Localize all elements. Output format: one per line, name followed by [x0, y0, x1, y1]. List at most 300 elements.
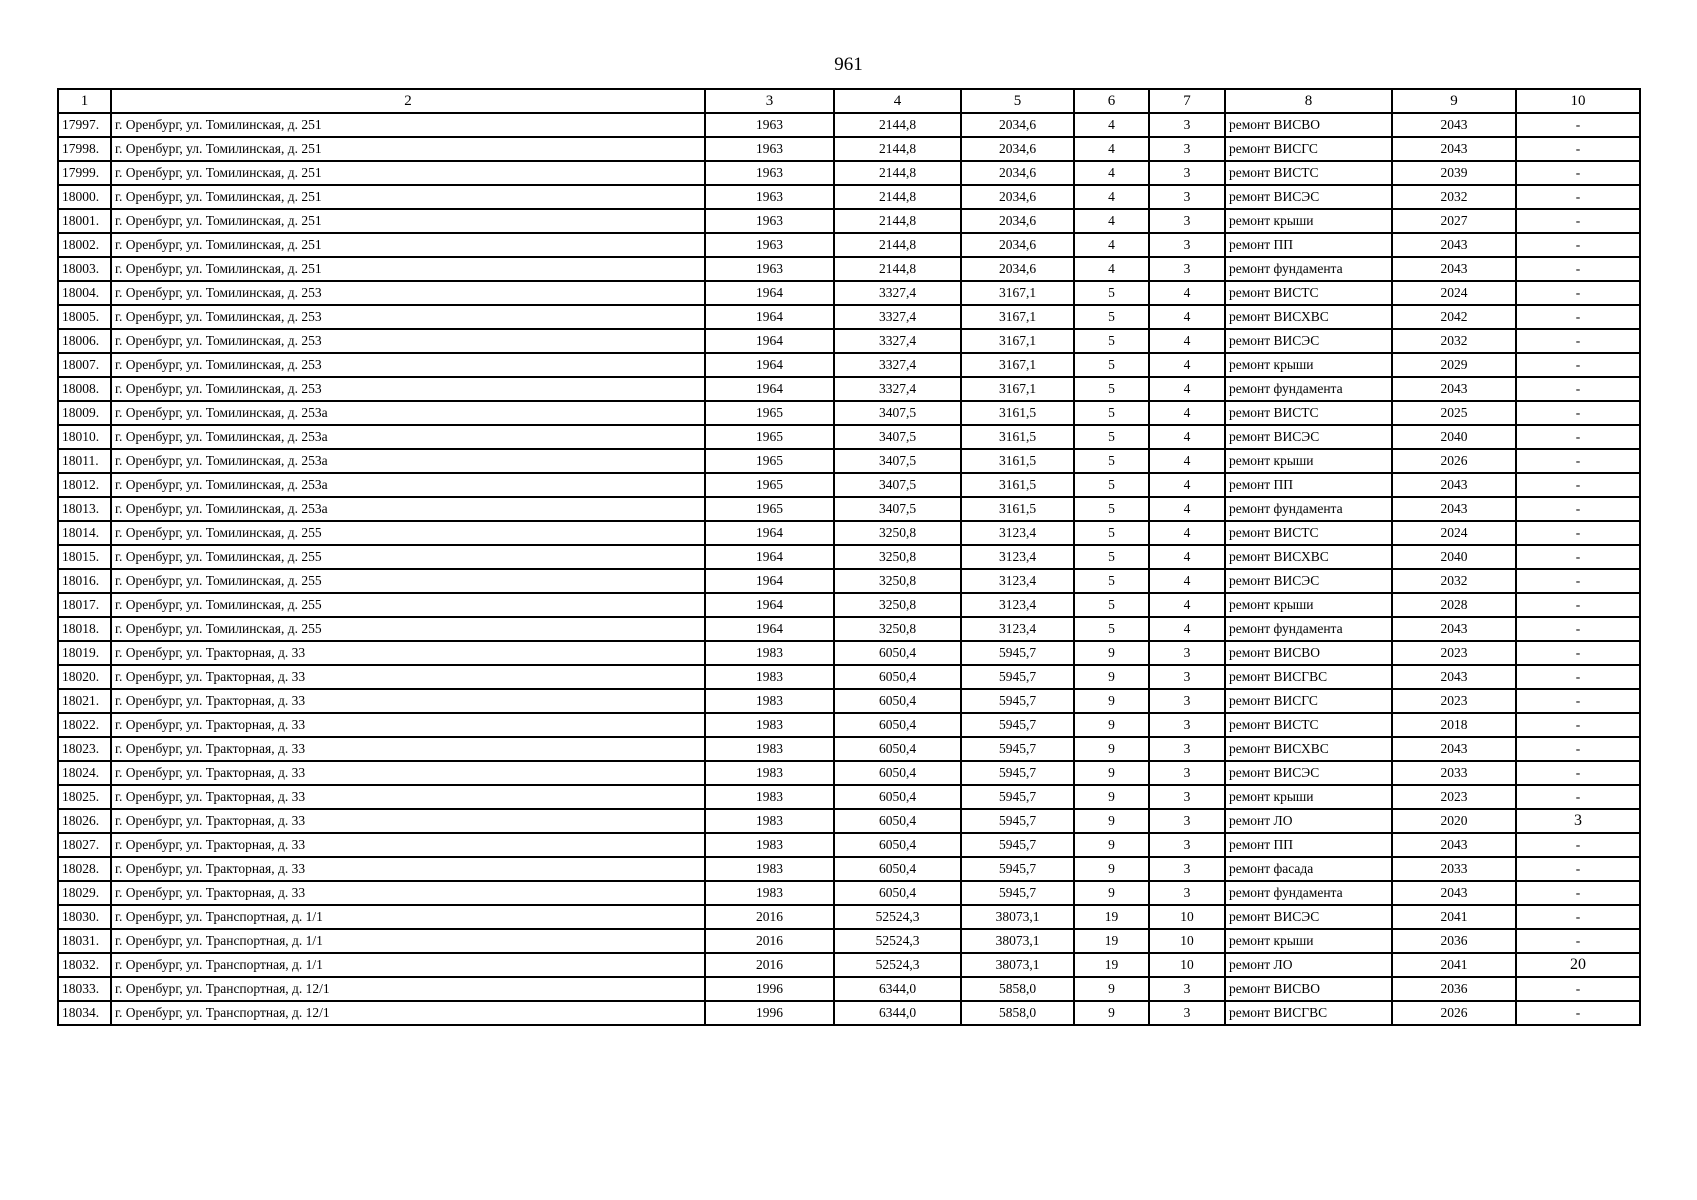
cell-row-number: 18009. [58, 401, 111, 425]
cell-living-area: 5945,7 [961, 713, 1074, 737]
cell-row-number: 18034. [58, 1001, 111, 1025]
column-header-4: 4 [834, 89, 961, 113]
cell-extra-value: - [1516, 665, 1640, 689]
cell-floors: 9 [1074, 977, 1149, 1001]
cell-planned-year: 2033 [1392, 857, 1516, 881]
cell-build-year: 1963 [705, 113, 834, 137]
cell-total-area: 3407,5 [834, 401, 961, 425]
cell-entrances: 3 [1149, 185, 1225, 209]
cell-row-number: 18003. [58, 257, 111, 281]
cell-entrances: 3 [1149, 857, 1225, 881]
cell-floors: 5 [1074, 497, 1149, 521]
cell-living-area: 5945,7 [961, 785, 1074, 809]
cell-row-number: 18029. [58, 881, 111, 905]
cell-build-year: 1965 [705, 473, 834, 497]
cell-total-area: 3407,5 [834, 425, 961, 449]
cell-build-year: 1983 [705, 737, 834, 761]
cell-planned-year: 2043 [1392, 737, 1516, 761]
cell-entrances: 4 [1149, 497, 1225, 521]
cell-entrances: 4 [1149, 377, 1225, 401]
cell-total-area: 3250,8 [834, 617, 961, 641]
cell-planned-year: 2036 [1392, 977, 1516, 1001]
cell-floors: 4 [1074, 161, 1149, 185]
table-row [58, 713, 1640, 737]
cell-living-area: 3123,4 [961, 521, 1074, 545]
table-row [58, 833, 1640, 857]
cell-planned-year: 2020 [1392, 809, 1516, 833]
cell-living-area: 3161,5 [961, 497, 1074, 521]
cell-floors: 5 [1074, 569, 1149, 593]
cell-entrances: 3 [1149, 689, 1225, 713]
cell-row-number: 18010. [58, 425, 111, 449]
cell-extra-value: - [1516, 833, 1640, 857]
table-row [58, 281, 1640, 305]
cell-planned-year: 2036 [1392, 929, 1516, 953]
cell-floors: 5 [1074, 305, 1149, 329]
table-row [58, 473, 1640, 497]
cell-row-number: 18012. [58, 473, 111, 497]
cell-build-year: 1996 [705, 1001, 834, 1025]
cell-floors: 5 [1074, 449, 1149, 473]
cell-build-year: 1963 [705, 257, 834, 281]
cell-entrances: 3 [1149, 137, 1225, 161]
cell-planned-year: 2032 [1392, 185, 1516, 209]
cell-planned-year: 2018 [1392, 713, 1516, 737]
cell-row-number: 18001. [58, 209, 111, 233]
cell-total-area: 6050,4 [834, 761, 961, 785]
table-row [58, 521, 1640, 545]
cell-extra-value: - [1516, 1001, 1640, 1025]
table-row [58, 497, 1640, 521]
cell-repair-type: ремонт фундамента [1225, 257, 1392, 281]
cell-total-area: 3327,4 [834, 281, 961, 305]
cell-repair-type: ремонт ЛО [1225, 953, 1392, 977]
cell-planned-year: 2023 [1392, 641, 1516, 665]
table-row [58, 185, 1640, 209]
cell-address: г. Оренбург, ул. Томилинская, д. 251 [111, 113, 705, 137]
cell-row-number: 17997. [58, 113, 111, 137]
cell-entrances: 4 [1149, 401, 1225, 425]
cell-floors: 9 [1074, 665, 1149, 689]
cell-total-area: 6050,4 [834, 665, 961, 689]
cell-extra-value: - [1516, 137, 1640, 161]
cell-total-area: 3250,8 [834, 569, 961, 593]
cell-build-year: 1983 [705, 665, 834, 689]
cell-planned-year: 2043 [1392, 137, 1516, 161]
cell-row-number: 18020. [58, 665, 111, 689]
cell-floors: 5 [1074, 425, 1149, 449]
cell-build-year: 1996 [705, 977, 834, 1001]
cell-address: г. Оренбург, ул. Томилинская, д. 255 [111, 521, 705, 545]
column-header-9: 9 [1392, 89, 1516, 113]
cell-repair-type: ремонт ВИСХВС [1225, 545, 1392, 569]
cell-living-area: 3123,4 [961, 617, 1074, 641]
cell-extra-value: - [1516, 377, 1640, 401]
cell-row-number: 18002. [58, 233, 111, 257]
cell-row-number: 18024. [58, 761, 111, 785]
cell-repair-type: ремонт ВИСГС [1225, 137, 1392, 161]
cell-repair-type: ремонт ПП [1225, 233, 1392, 257]
table-row [58, 377, 1640, 401]
cell-extra-value: - [1516, 425, 1640, 449]
cell-repair-type: ремонт ВИСХВС [1225, 305, 1392, 329]
cell-repair-type: ремонт ВИСТС [1225, 521, 1392, 545]
cell-repair-type: ремонт ВИСЭС [1225, 425, 1392, 449]
cell-extra-value: - [1516, 545, 1640, 569]
cell-build-year: 1965 [705, 425, 834, 449]
cell-row-number: 18006. [58, 329, 111, 353]
cell-total-area: 2144,8 [834, 209, 961, 233]
cell-living-area: 3161,5 [961, 401, 1074, 425]
table-row [58, 329, 1640, 353]
cell-build-year: 1964 [705, 305, 834, 329]
table-row [58, 665, 1640, 689]
cell-row-number: 18023. [58, 737, 111, 761]
cell-build-year: 2016 [705, 905, 834, 929]
cell-build-year: 2016 [705, 929, 834, 953]
cell-entrances: 3 [1149, 977, 1225, 1001]
cell-total-area: 6050,4 [834, 713, 961, 737]
cell-total-area: 3407,5 [834, 473, 961, 497]
cell-total-area: 6344,0 [834, 1001, 961, 1025]
table-row [58, 953, 1640, 977]
cell-living-area: 5858,0 [961, 977, 1074, 1001]
cell-total-area: 2144,8 [834, 233, 961, 257]
cell-floors: 9 [1074, 761, 1149, 785]
cell-address: г. Оренбург, ул. Томилинская, д. 251 [111, 161, 705, 185]
cell-total-area: 3327,4 [834, 353, 961, 377]
cell-living-area: 5945,7 [961, 665, 1074, 689]
cell-planned-year: 2033 [1392, 761, 1516, 785]
cell-living-area: 3167,1 [961, 305, 1074, 329]
cell-total-area: 3407,5 [834, 497, 961, 521]
table-row [58, 809, 1640, 833]
cell-floors: 5 [1074, 593, 1149, 617]
cell-build-year: 1963 [705, 137, 834, 161]
cell-floors: 5 [1074, 545, 1149, 569]
cell-floors: 5 [1074, 521, 1149, 545]
cell-build-year: 1964 [705, 521, 834, 545]
cell-address: г. Оренбург, ул. Томилинская, д. 253 [111, 281, 705, 305]
cell-row-number: 18031. [58, 929, 111, 953]
cell-row-number: 18011. [58, 449, 111, 473]
cell-extra-value: - [1516, 977, 1640, 1001]
cell-extra-value: - [1516, 713, 1640, 737]
cell-build-year: 1963 [705, 233, 834, 257]
cell-extra-value: 20 [1516, 953, 1640, 977]
cell-address: г. Оренбург, ул. Томилинская, д. 253 [111, 329, 705, 353]
cell-row-number: 18004. [58, 281, 111, 305]
cell-repair-type: ремонт ПП [1225, 473, 1392, 497]
cell-address: г. Оренбург, ул. Тракторная, д. 33 [111, 665, 705, 689]
cell-living-area: 3167,1 [961, 281, 1074, 305]
cell-extra-value: - [1516, 401, 1640, 425]
cell-entrances: 3 [1149, 833, 1225, 857]
cell-repair-type: ремонт ВИСВО [1225, 113, 1392, 137]
cell-repair-type: ремонт ВИСГВС [1225, 665, 1392, 689]
table-row [58, 449, 1640, 473]
table-row [58, 761, 1640, 785]
cell-address: г. Оренбург, ул. Томилинская, д. 255 [111, 593, 705, 617]
cell-living-area: 2034,6 [961, 233, 1074, 257]
cell-repair-type: ремонт фундамента [1225, 617, 1392, 641]
cell-build-year: 1964 [705, 329, 834, 353]
cell-row-number: 18018. [58, 617, 111, 641]
column-header-5: 5 [961, 89, 1074, 113]
cell-address: г. Оренбург, ул. Томилинская, д. 253 [111, 353, 705, 377]
cell-address: г. Оренбург, ул. Транспортная, д. 1/1 [111, 905, 705, 929]
table-row [58, 737, 1640, 761]
cell-address: г. Оренбург, ул. Тракторная, д. 33 [111, 761, 705, 785]
cell-planned-year: 2024 [1392, 521, 1516, 545]
cell-living-area: 3167,1 [961, 377, 1074, 401]
cell-living-area: 5945,7 [961, 737, 1074, 761]
cell-total-area: 3250,8 [834, 545, 961, 569]
cell-floors: 4 [1074, 233, 1149, 257]
cell-living-area: 5945,7 [961, 761, 1074, 785]
cell-row-number: 17998. [58, 137, 111, 161]
cell-planned-year: 2032 [1392, 329, 1516, 353]
cell-living-area: 5945,7 [961, 689, 1074, 713]
table-row [58, 209, 1640, 233]
cell-entrances: 4 [1149, 545, 1225, 569]
cell-planned-year: 2023 [1392, 785, 1516, 809]
cell-total-area: 2144,8 [834, 185, 961, 209]
cell-address: г. Оренбург, ул. Тракторная, д. 33 [111, 641, 705, 665]
cell-extra-value: - [1516, 353, 1640, 377]
cell-entrances: 10 [1149, 929, 1225, 953]
cell-floors: 9 [1074, 881, 1149, 905]
cell-entrances: 3 [1149, 641, 1225, 665]
cell-repair-type: ремонт фасада [1225, 857, 1392, 881]
cell-row-number: 18025. [58, 785, 111, 809]
cell-extra-value: - [1516, 233, 1640, 257]
cell-total-area: 6050,4 [834, 833, 961, 857]
cell-floors: 5 [1074, 401, 1149, 425]
table-row [58, 401, 1640, 425]
cell-living-area: 2034,6 [961, 137, 1074, 161]
cell-entrances: 3 [1149, 881, 1225, 905]
cell-extra-value: - [1516, 617, 1640, 641]
cell-total-area: 52524,3 [834, 905, 961, 929]
cell-row-number: 18017. [58, 593, 111, 617]
table-body [58, 113, 1640, 1025]
cell-planned-year: 2043 [1392, 617, 1516, 641]
cell-total-area: 3327,4 [834, 305, 961, 329]
cell-build-year: 1963 [705, 185, 834, 209]
cell-extra-value: - [1516, 113, 1640, 137]
cell-extra-value: - [1516, 521, 1640, 545]
cell-total-area: 6050,4 [834, 641, 961, 665]
cell-living-area: 38073,1 [961, 953, 1074, 977]
cell-living-area: 5945,7 [961, 881, 1074, 905]
cell-repair-type: ремонт ВИСВО [1225, 641, 1392, 665]
cell-entrances: 3 [1149, 161, 1225, 185]
table-row [58, 113, 1640, 137]
cell-living-area: 2034,6 [961, 161, 1074, 185]
cell-planned-year: 2028 [1392, 593, 1516, 617]
cell-living-area: 5858,0 [961, 1001, 1074, 1025]
column-header-2: 2 [111, 89, 705, 113]
table-row [58, 425, 1640, 449]
cell-total-area: 6050,4 [834, 881, 961, 905]
cell-repair-type: ремонт ВИСВО [1225, 977, 1392, 1001]
cell-row-number: 18032. [58, 953, 111, 977]
cell-entrances: 10 [1149, 905, 1225, 929]
cell-planned-year: 2024 [1392, 281, 1516, 305]
cell-build-year: 1964 [705, 281, 834, 305]
cell-entrances: 4 [1149, 473, 1225, 497]
cell-repair-type: ремонт ВИСТС [1225, 281, 1392, 305]
cell-address: г. Оренбург, ул. Томилинская, д. 253 [111, 305, 705, 329]
cell-total-area: 6050,4 [834, 857, 961, 881]
cell-planned-year: 2043 [1392, 113, 1516, 137]
table-row [58, 977, 1640, 1001]
cell-row-number: 17999. [58, 161, 111, 185]
cell-total-area: 6050,4 [834, 785, 961, 809]
table-row [58, 641, 1640, 665]
cell-build-year: 1965 [705, 449, 834, 473]
cell-entrances: 3 [1149, 713, 1225, 737]
cell-repair-type: ремонт ВИСГС [1225, 689, 1392, 713]
cell-total-area: 2144,8 [834, 161, 961, 185]
cell-address: г. Оренбург, ул. Томилинская, д. 253а [111, 401, 705, 425]
cell-total-area: 2144,8 [834, 113, 961, 137]
cell-planned-year: 2032 [1392, 569, 1516, 593]
cell-total-area: 52524,3 [834, 929, 961, 953]
cell-floors: 9 [1074, 737, 1149, 761]
cell-planned-year: 2040 [1392, 425, 1516, 449]
cell-extra-value: - [1516, 209, 1640, 233]
cell-extra-value: 3 [1516, 809, 1640, 833]
cell-extra-value: - [1516, 641, 1640, 665]
cell-floors: 9 [1074, 641, 1149, 665]
cell-entrances: 4 [1149, 281, 1225, 305]
cell-address: г. Оренбург, ул. Томилинская, д. 253а [111, 425, 705, 449]
cell-total-area: 6050,4 [834, 689, 961, 713]
cell-build-year: 1965 [705, 401, 834, 425]
cell-living-area: 3123,4 [961, 569, 1074, 593]
cell-extra-value: - [1516, 497, 1640, 521]
cell-repair-type: ремонт ПП [1225, 833, 1392, 857]
cell-extra-value: - [1516, 473, 1640, 497]
cell-extra-value: - [1516, 929, 1640, 953]
cell-planned-year: 2029 [1392, 353, 1516, 377]
cell-living-area: 5945,7 [961, 641, 1074, 665]
cell-entrances: 4 [1149, 569, 1225, 593]
cell-extra-value: - [1516, 905, 1640, 929]
cell-repair-type: ремонт ВИСТС [1225, 713, 1392, 737]
cell-total-area: 6050,4 [834, 737, 961, 761]
cell-build-year: 1964 [705, 617, 834, 641]
cell-row-number: 18022. [58, 713, 111, 737]
cell-repair-type: ремонт ВИСТС [1225, 401, 1392, 425]
cell-repair-type: ремонт фундамента [1225, 497, 1392, 521]
cell-build-year: 1983 [705, 833, 834, 857]
cell-floors: 9 [1074, 833, 1149, 857]
cell-floors: 4 [1074, 209, 1149, 233]
cell-living-area: 2034,6 [961, 185, 1074, 209]
cell-planned-year: 2039 [1392, 161, 1516, 185]
cell-row-number: 18000. [58, 185, 111, 209]
cell-total-area: 2144,8 [834, 257, 961, 281]
cell-row-number: 18021. [58, 689, 111, 713]
cell-build-year: 1964 [705, 353, 834, 377]
cell-build-year: 1963 [705, 161, 834, 185]
cell-extra-value: - [1516, 161, 1640, 185]
cell-address: г. Оренбург, ул. Томилинская, д. 255 [111, 617, 705, 641]
cell-planned-year: 2026 [1392, 449, 1516, 473]
cell-floors: 5 [1074, 473, 1149, 497]
table-row [58, 905, 1640, 929]
column-header-7: 7 [1149, 89, 1225, 113]
cell-address: г. Оренбург, ул. Транспортная, д. 12/1 [111, 977, 705, 1001]
cell-planned-year: 2043 [1392, 257, 1516, 281]
cell-entrances: 4 [1149, 353, 1225, 377]
page-number: 961 [834, 54, 863, 75]
cell-row-number: 18019. [58, 641, 111, 665]
cell-address: г. Оренбург, ул. Тракторная, д. 33 [111, 689, 705, 713]
cell-row-number: 18013. [58, 497, 111, 521]
cell-entrances: 10 [1149, 953, 1225, 977]
cell-address: г. Оренбург, ул. Тракторная, д. 33 [111, 713, 705, 737]
cell-living-area: 3123,4 [961, 593, 1074, 617]
table-row [58, 305, 1640, 329]
cell-planned-year: 2043 [1392, 377, 1516, 401]
cell-entrances: 4 [1149, 305, 1225, 329]
table-row [58, 785, 1640, 809]
cell-row-number: 18005. [58, 305, 111, 329]
cell-floors: 9 [1074, 809, 1149, 833]
cell-extra-value: - [1516, 857, 1640, 881]
cell-repair-type: ремонт крыши [1225, 929, 1392, 953]
table-row [58, 857, 1640, 881]
table-row [58, 233, 1640, 257]
table-row [58, 689, 1640, 713]
cell-address: г. Оренбург, ул. Тракторная, д. 33 [111, 833, 705, 857]
column-header-3: 3 [705, 89, 834, 113]
cell-build-year: 1964 [705, 593, 834, 617]
cell-entrances: 3 [1149, 257, 1225, 281]
cell-row-number: 18027. [58, 833, 111, 857]
cell-total-area: 3250,8 [834, 521, 961, 545]
cell-repair-type: ремонт ВИСГВС [1225, 1001, 1392, 1025]
cell-row-number: 18015. [58, 545, 111, 569]
cell-address: г. Оренбург, ул. Томилинская, д. 251 [111, 185, 705, 209]
cell-build-year: 1983 [705, 689, 834, 713]
cell-floors: 5 [1074, 281, 1149, 305]
cell-build-year: 1963 [705, 209, 834, 233]
cell-living-area: 3161,5 [961, 449, 1074, 473]
cell-extra-value: - [1516, 449, 1640, 473]
cell-living-area: 2034,6 [961, 113, 1074, 137]
cell-entrances: 3 [1149, 233, 1225, 257]
cell-build-year: 1964 [705, 377, 834, 401]
cell-total-area: 3327,4 [834, 329, 961, 353]
cell-repair-type: ремонт крыши [1225, 353, 1392, 377]
cell-extra-value: - [1516, 305, 1640, 329]
column-header-8: 8 [1225, 89, 1392, 113]
cell-floors: 4 [1074, 113, 1149, 137]
cell-floors: 9 [1074, 689, 1149, 713]
cell-entrances: 3 [1149, 1001, 1225, 1025]
cell-extra-value: - [1516, 737, 1640, 761]
cell-address: г. Оренбург, ул. Тракторная, д. 33 [111, 809, 705, 833]
cell-repair-type: ремонт ЛО [1225, 809, 1392, 833]
cell-living-area: 5945,7 [961, 809, 1074, 833]
cell-living-area: 38073,1 [961, 905, 1074, 929]
cell-repair-type: ремонт ВИСЭС [1225, 569, 1392, 593]
